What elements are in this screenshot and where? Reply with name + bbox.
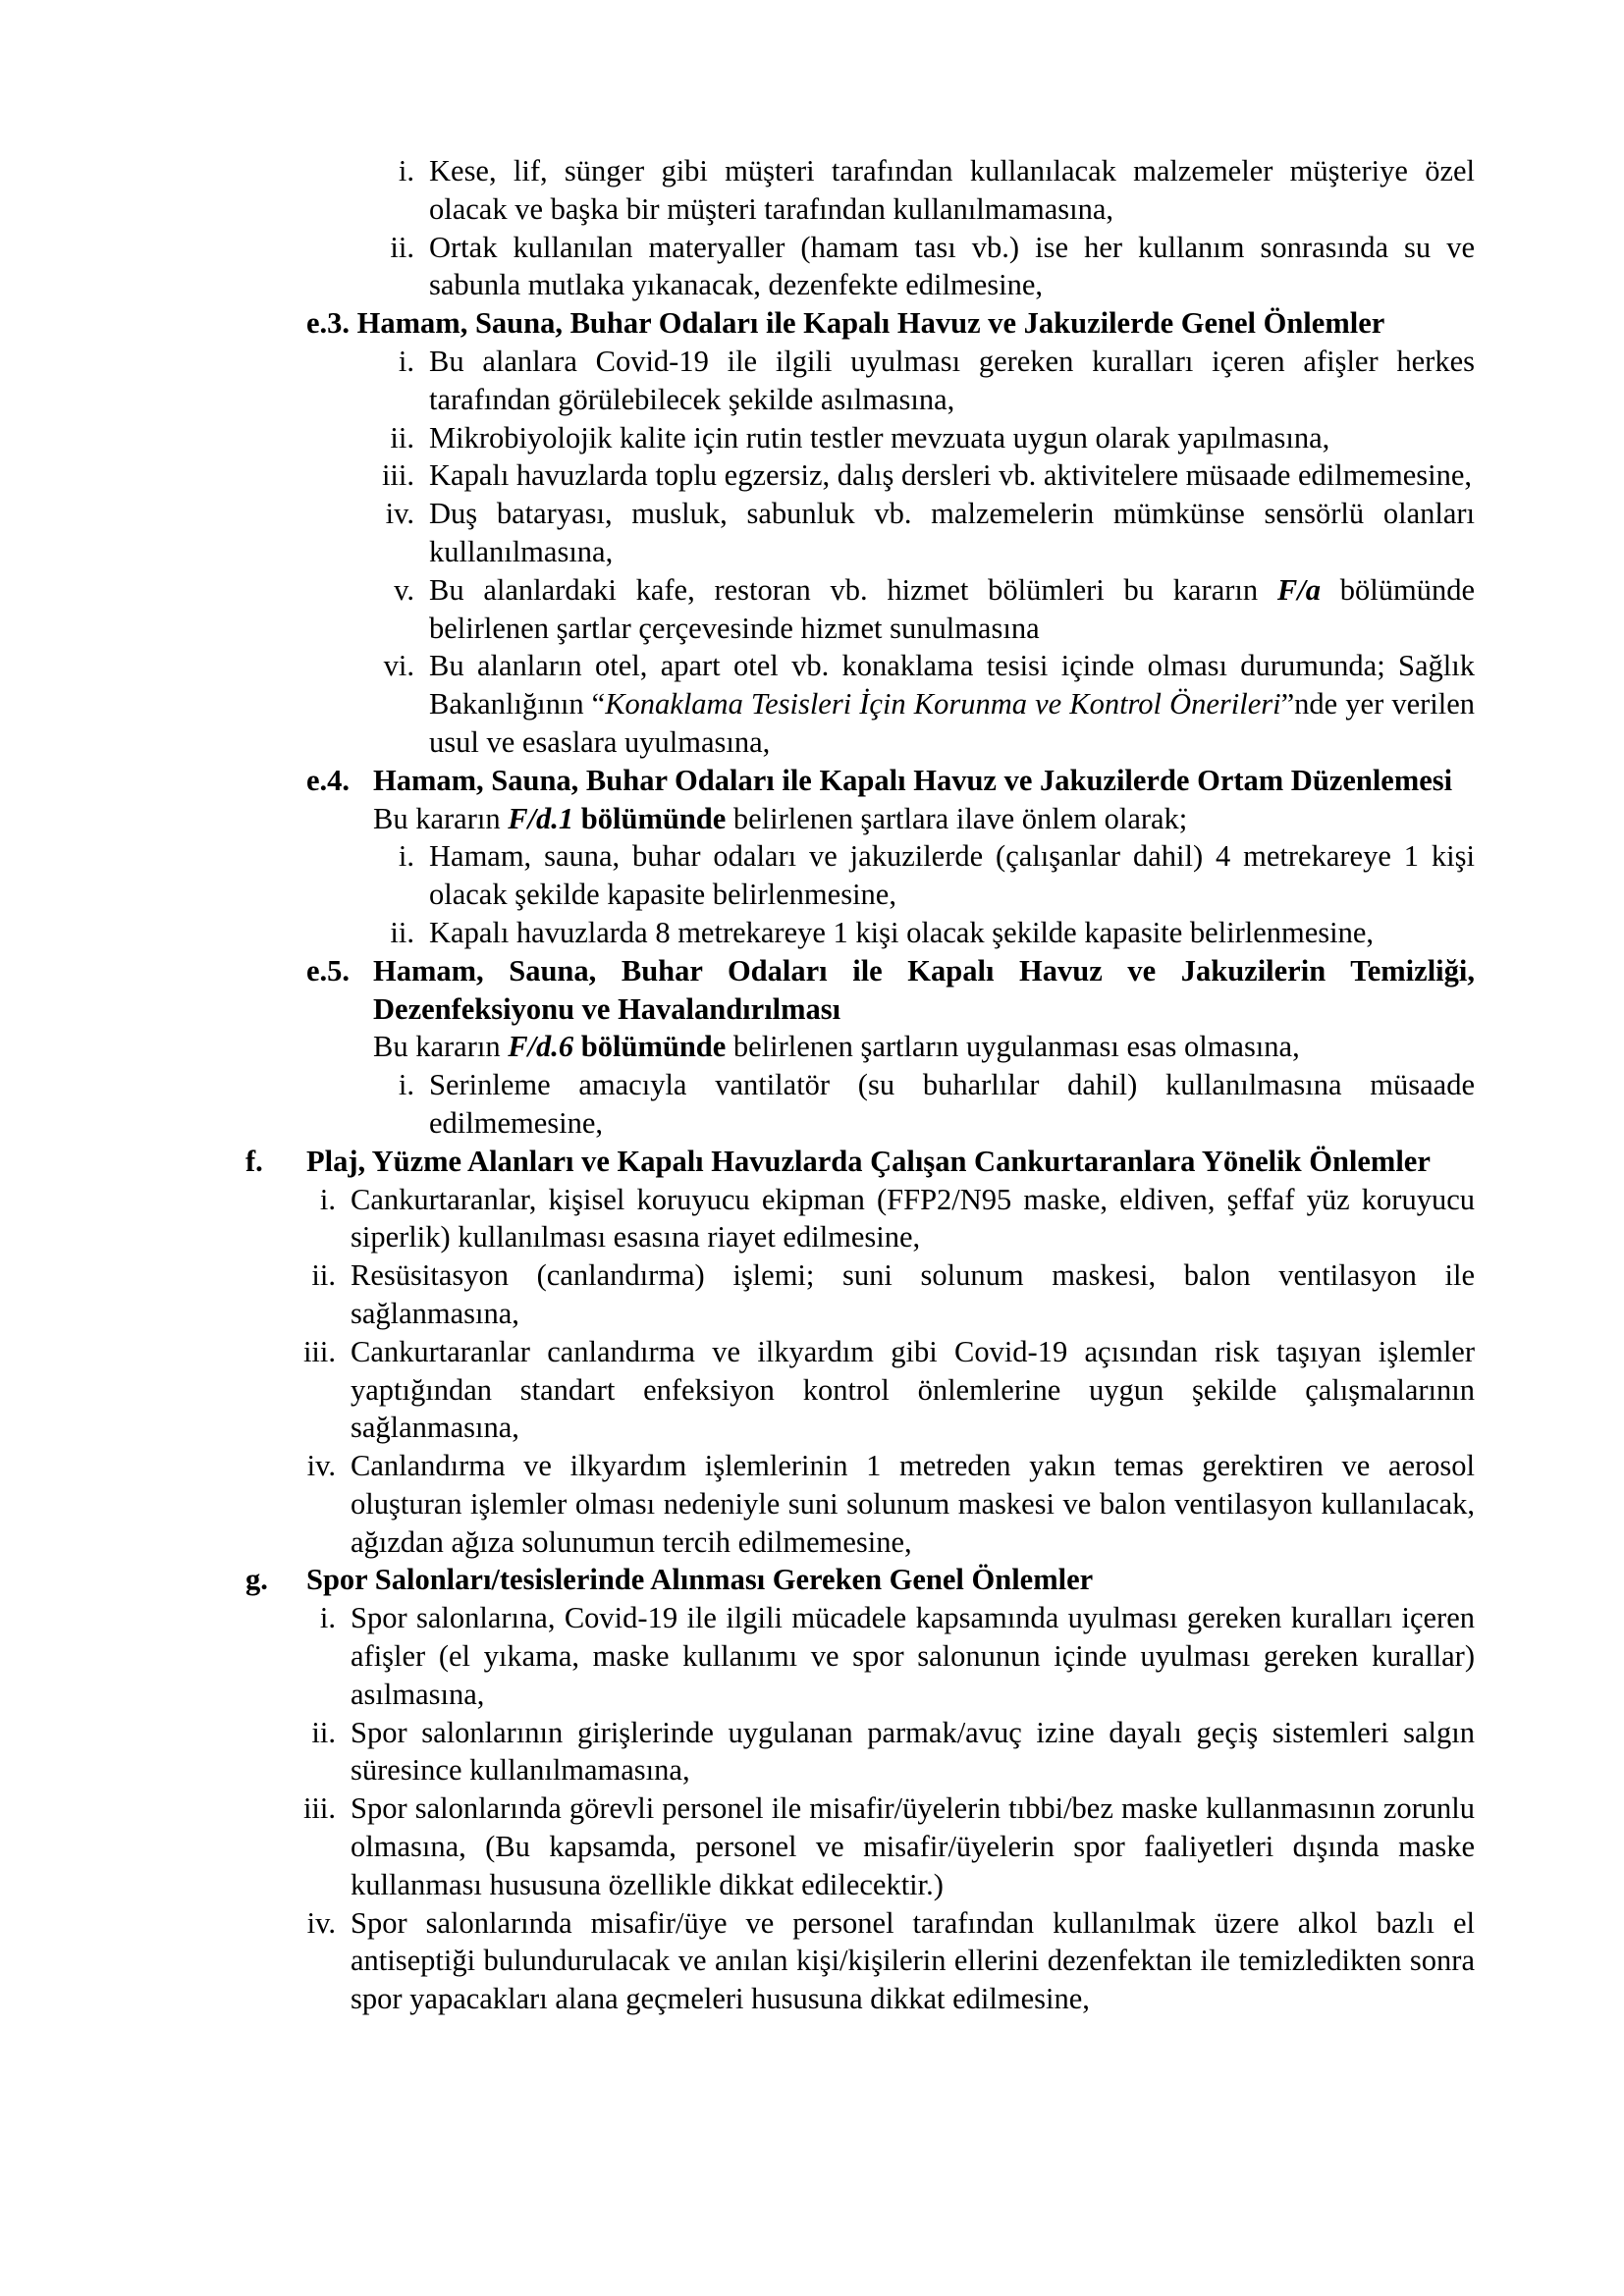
intro-text: Bu kararın — [373, 801, 509, 835]
item-number: vi. — [383, 649, 414, 683]
section-heading-f — [245, 1143, 1475, 1181]
list-item — [245, 571, 1475, 648]
item-number: iv. — [306, 1905, 336, 1940]
item-text: Duş bataryası, musluk, sabunluk vb. malzemelerin mümkünse sensörlü olanları kullanılmasına, — [429, 497, 1475, 568]
item-number: i. — [398, 1068, 414, 1102]
section-heading-e4 — [245, 762, 1475, 800]
item-text: Ortak kullanılan materyaller (hamam tası vb.) ise her kullanım sonrasında su ve sabunla mutlaka yıkanacak, dezenfekte edilmesine, — [429, 230, 1475, 302]
section-title: Plaj, Yüzme Alanları ve Kapalı Havuzlarda Çalışan Cankurtaranlara Yönelik Önlemler — [306, 1144, 1431, 1178]
item-number: i. — [319, 1601, 336, 1635]
list-item — [245, 1904, 1475, 2018]
item-text: bölümünde belirlenen şartlar çerçevesinde hizmet sunulmasına — [429, 572, 1475, 645]
item-text: Hamam, sauna, buhar odaları ve jakuzilerde (çalışanlar dahil) 4 metrekareye 1 kişi olacak şekilde kapasite belirlenmesine, — [429, 839, 1475, 912]
item-number: iii. — [302, 1791, 336, 1826]
section-heading-e3: e.3. Hamam, Sauna, Buhar Odaları ile Kapalı Havuz ve Jakuzilerde Genel Önlemler — [306, 306, 1385, 341]
item-number: ii. — [390, 230, 414, 264]
list-item — [245, 419, 1475, 457]
list-item — [245, 1599, 1475, 1713]
list-item — [245, 647, 1475, 761]
item-number: i. — [319, 1182, 336, 1216]
list-item — [245, 456, 1475, 495]
item-number: i. — [398, 154, 414, 187]
list-item — [245, 914, 1475, 952]
section-title: Hamam, Sauna, Buhar Odaları ile Kapalı Havuz ve Jakuzilerin Temizliği, Dezenfeksiyonu ve Havalandırılması — [373, 953, 1475, 1026]
list-item — [245, 1789, 1475, 1903]
list-item — [245, 229, 1475, 305]
intro-reference: F/d.1 — [508, 801, 574, 835]
intro-text: Bu kararın — [373, 1030, 509, 1064]
item-text: Kapalı havuzlarda toplu egzersiz, dalış dersleri vb. aktivitelere müsaade edilmemesine, — [429, 458, 1473, 493]
intro-text: belirlenen şartlara ilave önlem olarak; — [726, 801, 1188, 835]
list-item — [245, 837, 1475, 914]
list-item — [245, 1333, 1475, 1447]
item-text: Kapalı havuzlarda 8 metrekareye 1 kişi olacak şekilde kapasite belirlenmesine, — [429, 915, 1375, 949]
item-text: Bu alanların otel, apart otel vb. konaklama tesisi içinde olması durumunda; Sağlık Bakanlığının “ — [429, 649, 1475, 721]
item-text: Canlandırma ve ilkyardım işlemlerinin 1 metreden yakın temas gerektiren ve aerosol oluşturan işlemler olması nedeniyle suni solunum maskesi ve balon ventilasyon kullanılacak, ağızdan ağıza solunumun tercih edilmemesine, — [351, 1449, 1475, 1559]
section-number: e.4. — [306, 763, 351, 797]
intro-emphasis: bölümünde — [573, 801, 727, 835]
item-number: i. — [398, 344, 414, 378]
document-body — [245, 152, 1475, 2018]
item-number: i. — [398, 839, 414, 874]
list-item — [245, 1181, 1475, 1257]
item-text: ”nde yer verilen usul ve esaslara uyulmasına, — [429, 687, 1475, 759]
section-intro — [245, 800, 1475, 838]
list-item — [245, 1066, 1475, 1143]
item-text: Serinleme amacıyla vantilatör (su buharlılar dahil) kullanılmasına müsaade edilmemesine, — [429, 1068, 1475, 1140]
item-text: Bu alanlara Covid-19 ile ilgili uyulması gereken kuralları içeren afişler herkes tarafından görülebilecek şekilde asılmasına, — [429, 344, 1475, 416]
section-heading-g — [245, 1561, 1475, 1599]
item-text: Spor salonlarında görevli personel ile misafir/üyelerin tıbbi/bez maske kullanmasının zorunlu olmasına, (Bu kapsamda, personel ve misafir/üyelerin spor faaliyetleri dışında maske kullanması hususuna özellikle dikkat edilecektir.) — [351, 1791, 1475, 1901]
intro-text: belirlenen şartların uygulanması esas olmasına, — [726, 1030, 1300, 1064]
list-item — [245, 1256, 1475, 1333]
item-text: Cankurtaranlar, kişisel koruyucu ekipman (FFP2/N95 maske, eldiven, şeffaf yüz koruyucu siperlik) kullanılması esasına riayet edilmesine, — [351, 1182, 1475, 1255]
section-number: g. — [245, 1563, 268, 1597]
item-number: ii. — [311, 1258, 336, 1293]
intro-emphasis: bölümünde — [573, 1030, 727, 1064]
section-intro — [245, 1028, 1475, 1066]
item-number: ii. — [390, 420, 414, 454]
section-number: e.5. — [306, 953, 351, 988]
item-reference: Konaklama Tesisleri İçin Korunma ve Kontrol Önerileri — [605, 687, 1281, 721]
item-text: Kese, lif, sünger gibi müşteri tarafından kullanılacak malzemeler müşteriye özel olacak ve başka bir müşteri tarafından kullanılmamasına, — [429, 154, 1475, 226]
item-text: Spor salonlarına, Covid-19 ile ilgili mücadele kapsamında uyulması gereken kuralları içeren afişler (el yıkama, maske kullanımı ve spor salonunun içinde uyulması gereken kurallar) asılmasına, — [351, 1601, 1475, 1711]
item-number: iv. — [385, 497, 414, 531]
item-reference: F/a — [1276, 572, 1321, 607]
item-text: Resüsitasyon (canlandırma) işlemi; suni solunum maskesi, balon ventilasyon ile sağlanmasına, — [351, 1258, 1475, 1330]
item-text: Bu alanlardaki kafe, restoran vb. hizmet bölümleri bu kararın — [429, 572, 1277, 607]
list-item — [245, 152, 1475, 229]
intro-reference: F/d.6 — [508, 1030, 574, 1064]
list-item — [245, 1447, 1475, 1561]
item-text: Spor salonlarında misafir/üye ve personel tarafından kullanılmak üzere alkol bazlı el antiseptiği bulundurulacak ve anılan kişi/kişilerin ellerini dezenfektan ile temizledikten sonra spor yapacakları alana geçmeleri hususuna dikkat edilmesine, — [351, 1905, 1475, 2016]
list-item — [245, 495, 1475, 571]
item-text: Cankurtaranlar canlandırma ve ilkyardım gibi Covid-19 açısından risk taşıyan işlemler yaptığından standart enfeksiyon kontrol önlemlerine uygun şekilde çalışmalarının sağlanmasına, — [351, 1334, 1475, 1445]
item-number: ii. — [311, 1715, 336, 1749]
section-title: Spor Salonları/tesislerinde Alınması Gereken Genel Önlemler — [306, 1563, 1094, 1597]
list-item — [245, 1714, 1475, 1790]
item-number: iv. — [306, 1449, 336, 1483]
item-number: v. — [394, 572, 414, 607]
item-number: iii. — [381, 458, 414, 493]
section-number: f. — [245, 1144, 263, 1178]
item-number: ii. — [390, 915, 414, 949]
section-heading-e5 — [245, 952, 1475, 1029]
item-text: Spor salonlarının girişlerinde uygulanan parmak/avuç izine dayalı geçiş sistemleri salgın süresince kullanılmamasına, — [351, 1715, 1475, 1788]
item-number: iii. — [302, 1334, 336, 1368]
section-title: Hamam, Sauna, Buhar Odaları ile Kapalı Havuz ve Jakuzilerde Ortam Düzenlemesi — [373, 763, 1453, 797]
list-item — [245, 343, 1475, 419]
item-text: Mikrobiyolojik kalite için rutin testler mevzuata uygun olarak yapılmasına, — [429, 420, 1330, 454]
